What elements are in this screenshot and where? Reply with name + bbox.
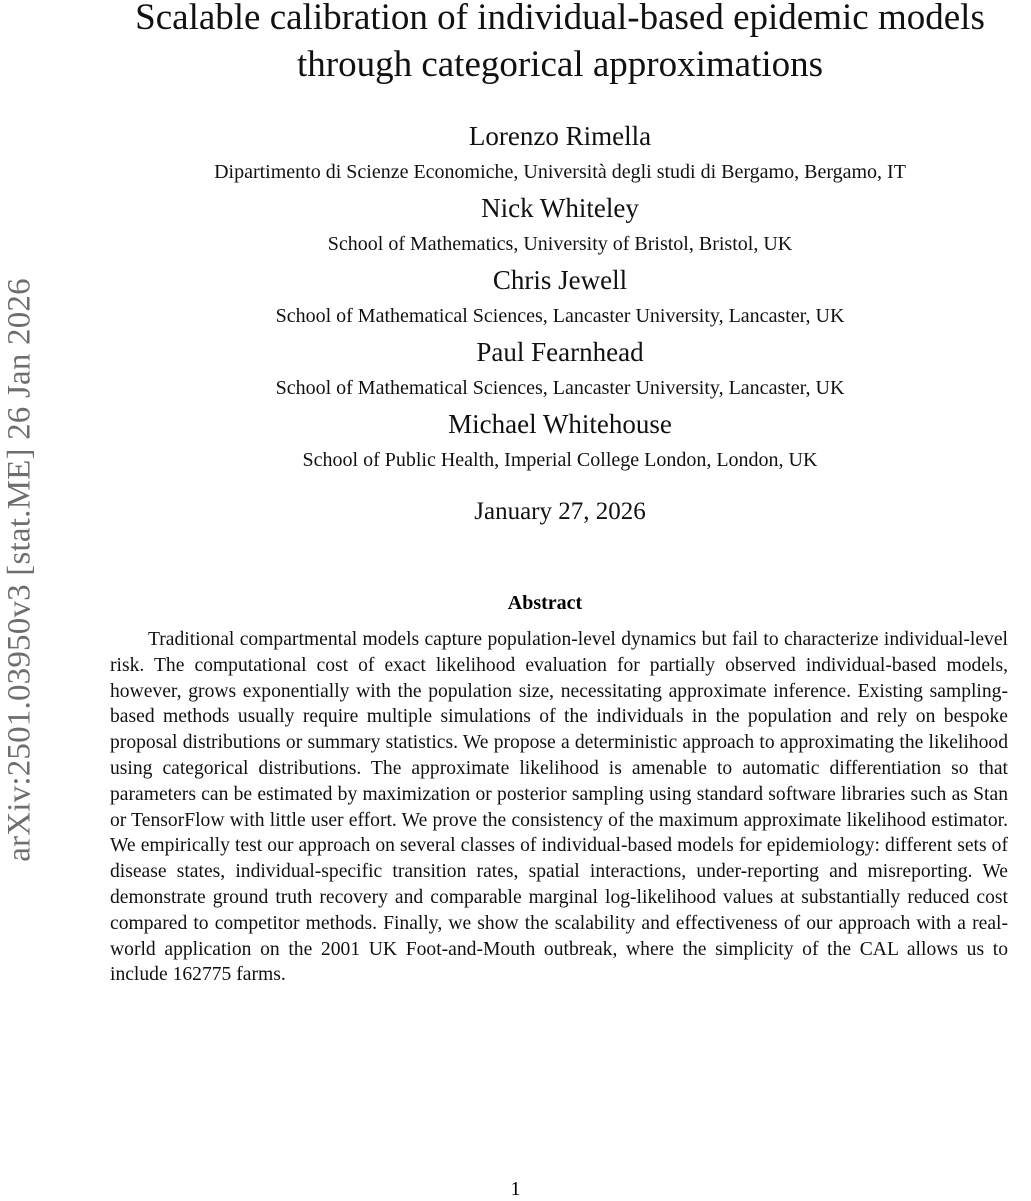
author-affiliation: School of Mathematics, University of Bristol, Bristol, UK xyxy=(327,233,793,255)
author-affiliation: Dipartimento di Scienze Economiche, Università degli studi di Bergamo, Bergamo, IT xyxy=(214,161,906,183)
author-name: Michael Whitehouse xyxy=(448,409,672,439)
author-block xyxy=(90,334,1030,406)
author-affiliation: School of Public Health, Imperial College London, London, UK xyxy=(302,449,818,471)
author-name: Chris Jewell xyxy=(492,265,628,295)
author-name: Paul Fearnhead xyxy=(476,337,644,367)
arxiv-identifier: arXiv:2501.03950v3 [stat.ME] 26 Jan 2026 xyxy=(1,278,38,862)
author-affiliation: School of Mathematical Sciences, Lancaster University, Lancaster, UK xyxy=(275,377,845,399)
author-block xyxy=(90,118,1030,190)
page-number: 1 xyxy=(510,1178,521,1200)
author-name: Lorenzo Rimella xyxy=(468,121,652,151)
author-list xyxy=(90,118,1030,478)
arxiv-sidebar xyxy=(0,200,40,940)
paper-page xyxy=(90,0,1030,988)
paper-title xyxy=(90,0,1030,88)
title-line-1: Scalable calibration of individual-based epidemic models xyxy=(135,0,985,38)
author-name: Nick Whiteley xyxy=(481,193,639,223)
title-line-2: through categorical approximations xyxy=(296,44,824,85)
paper-date: January 27, 2026 xyxy=(474,498,646,525)
author-block xyxy=(90,190,1030,262)
author-affiliation: School of Mathematical Sciences, Lancaster University, Lancaster, UK xyxy=(275,305,845,327)
author-block xyxy=(90,406,1030,478)
abstract-body: Traditional compartmental models capture population-level dynamics but fail to characterize individual-level risk. The computational cost of exact likelihood evaluation for partially observed individual-based models, however, grows exponentially with the population size, necessitating approximate inference. Existing sampling-based methods usually require multiple simulations of the individuals in the population and rely on bespoke proposal distributions or summary statistics. We propose a deterministic approach to approximating the likelihood using categorical distributions. The approximate likelihood is amenable to automatic differentiation so that parameters can be estimated by maximization or posterior sampling using standard software libraries such as Stan or TensorFlow with little user effort. We prove the consistency of the maximum approximate likelihood estimator. We empirically test our approach on several classes of individual-based models for epidemiology: different sets of disease states, individual-specific transition rates, spatial interactions, under-reporting and misreporting. We demonstrate ground truth recovery and comparable marginal log-likelihood values at substantially reduced cost compared to competitor methods. Finally, we show the scalability and effectiveness of our approach with a real-world application on the 2001 UK Foot-and-Mouth outbreak, where the simplicity of the CAL allows us to include 162775 farms. xyxy=(110,629,1008,986)
author-block xyxy=(90,262,1030,334)
abstract-heading: Abstract xyxy=(507,592,583,614)
